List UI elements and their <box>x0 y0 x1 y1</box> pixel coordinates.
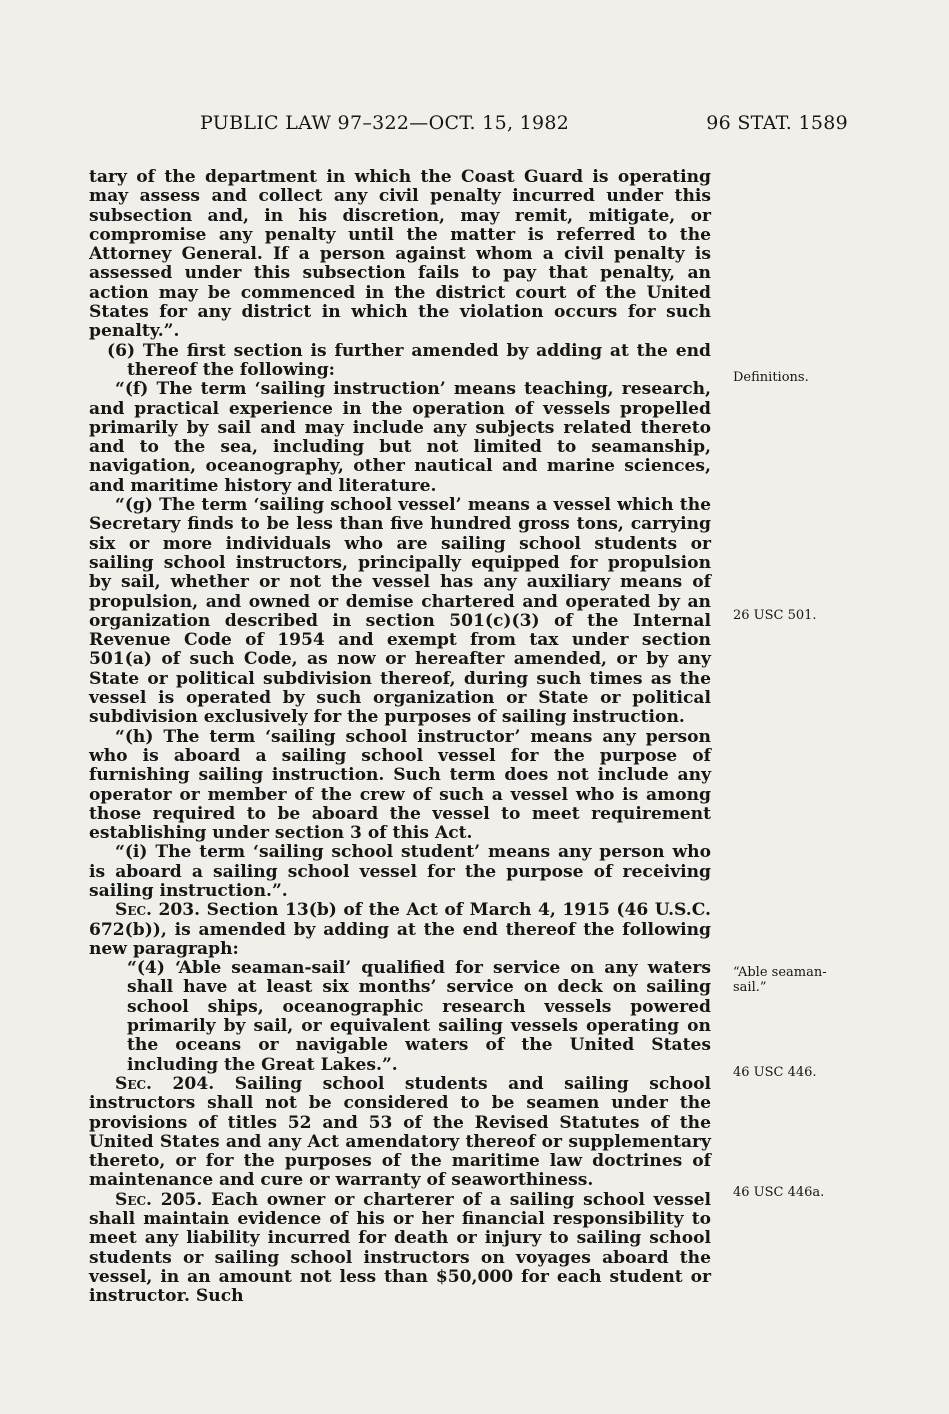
definition-h: “(h) The term ‘sailing school instructor’ means any person who is aboard a sailing school vessel for the purpose of furnishing sailing instruction. Such term does not include any operator or member of the crew of such a vessel who is among those required to be aboard the vessel to meet requirement establishing under section 3 of this Act. <box>89 726 711 844</box>
law-title: PUBLIC LAW 97–322—OCT. 15, 1982 <box>200 112 570 134</box>
margin-note-46-usc-446: 46 USC 446. <box>733 1065 817 1080</box>
stat-citation: 96 STAT. 1589 <box>706 112 848 134</box>
section-205 <box>89 1191 711 1307</box>
section-203-label: Sec. 203. <box>115 900 201 921</box>
margin-note-able-seaman: “Able seaman-sail.” <box>733 965 827 995</box>
margin-note-46-usc-446a: 46 USC 446a. <box>733 1185 825 1200</box>
section-205-label: Sec. 205. <box>115 1189 203 1210</box>
statute-body <box>89 168 711 1307</box>
section-205-text: Each owner or charterer of a sailing school vessel shall maintain evidence of his or her financial responsibility to meet any liability incurred for death or injury to sailing school students or sailing school instructors on voyages aboard the vessel, in an amount not less than $50,000 for each student or instructor. Such <box>89 1189 711 1307</box>
definition-g: “(g) The term ‘sailing school vessel’ means a vessel which the Secretary finds to be less than five hundred gross tons, carrying six or more individuals who are sailing school students or sailing school instructors, principally equipped for propulsion by sail, whether or not the vessel has any auxiliary means of propulsion, and owned or demise chartered and operated by an organization described in section 501(c)(3) of the Internal Revenue Code of 1954 and exempt from tax under section 501(a) of such Code, as now or hereafter amended, or by any State or political subdivision thereof, during such times as the vessel is operated by such organization or State or political subdivision exclusively for the purposes of sailing instruction. <box>89 495 711 728</box>
section-203-text: Section 13(b) of the Act of March 4, 1915 (46 U.S.C. 672(b)), is amended by adding at the end thereof the following new paragraph: <box>89 900 711 959</box>
section-204-text: Sailing school students and sailing school instructors shall not be considered to be seamen under the provisions of titles 52 and 53 of the Revised Statutes of the United States and any Act amendatory thereof or supplementary thereto, or for the purposes of the maritime law doctrines of maintenance and cure or warranty of seaworthiness. <box>89 1073 712 1191</box>
section-204-label: Sec. 204. <box>115 1073 215 1094</box>
definition-i: “(i) The term ‘sailing school student’ means any person who is aboard a sailing school vessel for the purpose of receiving sailing instruction.”. <box>89 842 711 901</box>
section-203 <box>89 901 711 959</box>
paragraph-penalty: tary of the department in which the Coast Guard is operating may assess and collect any civil penalty incurred under this subsection and, in his discretion, may remit, mitigate, or compromise any penalty until the matter is referred to the Attorney General. If a person against whom a civil penalty is assessed under this subsection fails to pay that penalty, an action may be commenced in the district court of the United States for any district in which the violation occurs for such penalty.”. <box>89 167 711 342</box>
margin-note-26-usc-501: 26 USC 501. <box>733 608 817 623</box>
definition-f: “(f) The term ‘sailing instruction’ means teaching, research, and practical experience in the operation of vessels propelled primarily by sail and may include any subjects related thereto and to the sea, including but not limited to seamanship, navigation, oceanography, other nautical and marine sciences, and maritime history and literature. <box>89 379 711 496</box>
margin-note-definitions: Definitions. <box>733 370 809 385</box>
section-204 <box>89 1075 711 1191</box>
page-header <box>200 112 848 142</box>
able-seaman-paragraph: “(4) ‘Able seaman-sail’ qualified for service on any waters shall have at least six months’ service on deck on sailing school ships, oceanographic research vessels powered primarily by sail, or equivalent sailing vessels operating on the oceans or navigable waters of the United States including the Great Lakes.”. <box>127 958 711 1075</box>
paragraph-amendment-6: (6) The first section is further amended by adding at the end thereof the following: <box>107 340 711 380</box>
